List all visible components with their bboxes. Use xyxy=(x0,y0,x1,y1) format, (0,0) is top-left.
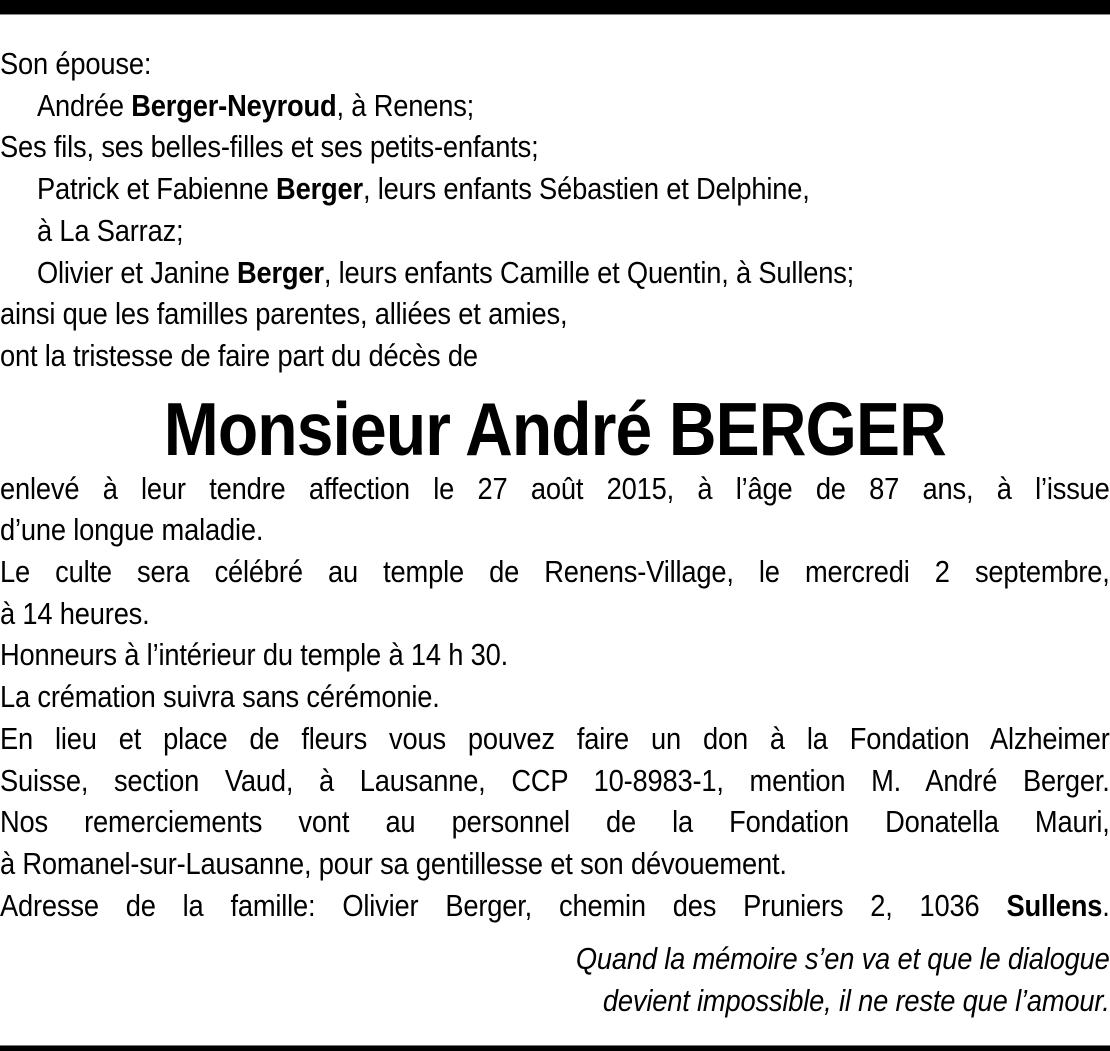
notice-text-line xyxy=(0,634,1110,676)
text-segment: En lieu et place de fleurs vous pouvez faire un don à la Fondation Alzheimer xyxy=(0,720,1110,756)
deceased-name-title xyxy=(0,386,1110,471)
text-segment: à 14 heures. xyxy=(0,595,150,631)
bold-text-segment: Berger-Neyroud xyxy=(131,87,337,123)
text-segment: Andrée xyxy=(36,87,132,123)
memorial-quote-line xyxy=(0,980,1110,1022)
text-segment: , leurs enfants Sébastien et Delphine, xyxy=(362,171,810,207)
notice-body xyxy=(0,14,1110,1022)
notice-text-line xyxy=(0,85,1110,127)
notice-text-line xyxy=(0,593,1110,635)
text-segment: Honneurs à l’intérieur du temple à 14 h 30. xyxy=(0,637,509,673)
text-segment: Adresse de la famille: Olivier Berger, chemin des Pruniers 2, 1036 xyxy=(0,887,1007,923)
text-segment: , leurs enfants Camille et Quentin, à Sullens; xyxy=(323,254,855,290)
top-rule-bar xyxy=(0,0,1110,15)
notice-text-line xyxy=(0,801,1110,843)
text-segment: Ses fils, ses belles-filles et ses petits-enfants; xyxy=(0,129,539,165)
text-segment: Son épouse: xyxy=(0,46,152,81)
notice-text-line xyxy=(0,168,1110,210)
notice-text-line xyxy=(0,676,1110,718)
notice-text-line xyxy=(0,551,1110,593)
text-segment: Quand la mémoire s’en va et que le dialogue xyxy=(575,941,1110,977)
notice-text-line xyxy=(0,252,1110,294)
notice-text-line xyxy=(0,126,1110,168)
text-segment: , à Renens; xyxy=(336,87,475,123)
notice-text-line xyxy=(0,335,1110,377)
notice-text-line xyxy=(0,293,1110,335)
notice-text-line xyxy=(0,468,1110,510)
text-segment: à La Sarraz; xyxy=(36,212,184,248)
bold-text-segment: Sullens xyxy=(1006,887,1103,923)
bold-text-segment: Berger xyxy=(236,254,324,290)
text-segment: Olivier et Janine xyxy=(36,254,237,290)
text-segment: Suisse, section Vaud, à Lausanne, CCP 10-8983-1, mention M. André Berger. xyxy=(0,762,1110,798)
text-segment: . xyxy=(1102,887,1110,923)
text-segment: ainsi que les familles parentes, alliées et amies, xyxy=(0,296,568,332)
notice-text-line xyxy=(0,718,1110,760)
text-segment: à Romanel-sur-Lausanne, pour sa gentillesse et son dévouement. xyxy=(0,845,787,881)
text-segment: devient impossible, il ne reste que l’amour. xyxy=(602,983,1110,1019)
text-segment: enlevé à leur tendre affection le 27 août 2015, à l’âge de 87 ans, à l’issue xyxy=(0,470,1110,506)
notice-text-line xyxy=(0,509,1110,551)
notice-text-line xyxy=(0,843,1110,885)
notice-text-line xyxy=(0,210,1110,252)
text-segment: d’une longue maladie. xyxy=(0,512,264,548)
text-segment: ont la tristesse de faire part du décès de xyxy=(0,337,478,373)
text-segment: Monsieur André BERGER xyxy=(163,386,946,471)
bottom-rule-bar xyxy=(0,1045,1110,1051)
notice-text-line xyxy=(0,885,1110,927)
memorial-quote-line xyxy=(0,938,1110,980)
text-segment: La crémation suivra sans cérémonie. xyxy=(0,679,440,715)
text-segment: Nos remerciements vont au personnel de la Fondation Donatella Mauri, xyxy=(0,804,1110,840)
notice-text-line xyxy=(0,43,1110,85)
text-segment: Le culte sera célébré au temple de Renens-Village, le mercredi 2 septembre, xyxy=(0,554,1110,590)
notice-text-line xyxy=(0,760,1110,802)
bold-text-segment: Berger xyxy=(276,171,363,207)
text-segment: Patrick et Fabienne xyxy=(36,171,277,207)
